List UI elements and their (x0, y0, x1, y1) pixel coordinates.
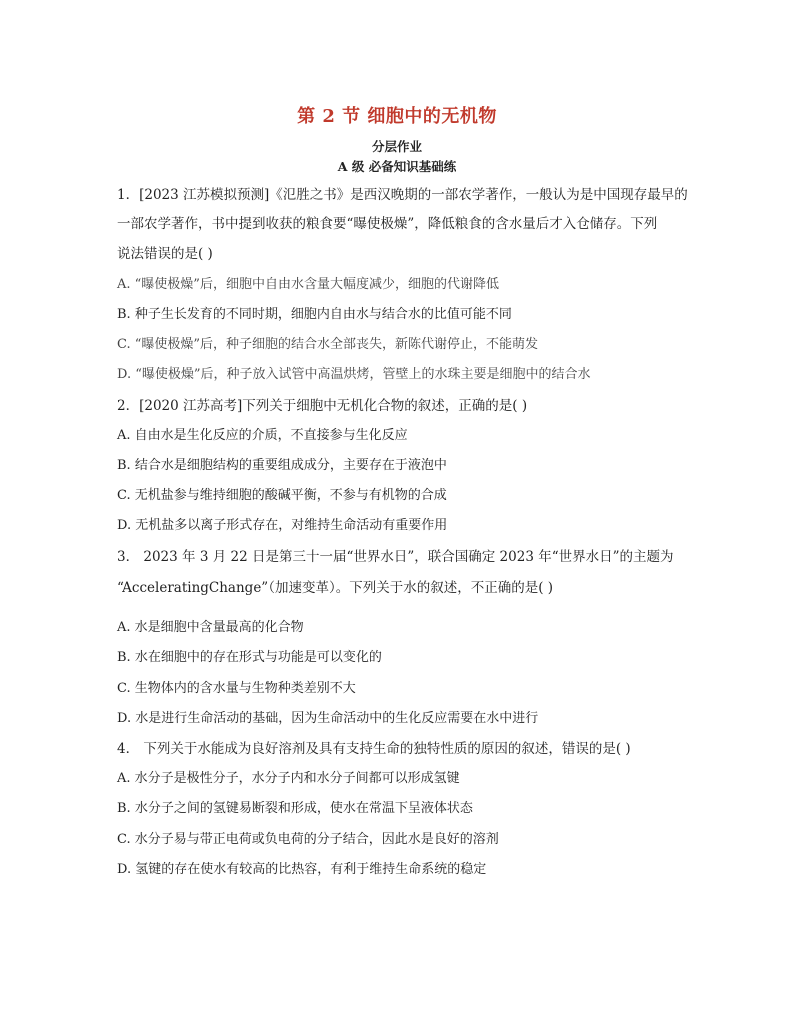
q4-option-d: D. 氢键的存在使水有较高的比热容，有利于维持生命系统的稳定 (117, 862, 487, 877)
q4-option-b: B. 水分子之间的氢键易断裂和形成，使水在常温下呈液体状态 (117, 801, 473, 816)
q1-stem-line-2: 一部农学著作，书中提到收获的粮食要“曝使极燥”，降低粮食的含水量后才入仓储存。下列 (117, 216, 658, 232)
q3-stem-line-1: 3． 2023 年 3 月 22 日是第三十一届“世界水日”，联合国确定 2023 年“世界水日”的主题为 (117, 549, 674, 565)
q3-stem-line-2: “AcceleratingChange”（加速变革）。下列关于水的叙述，不正确的是( ) (117, 580, 554, 596)
q3-option-a: A. 水是细胞中含量最高的化合物 (117, 620, 304, 635)
q4-option-a: A. 水分子是极性分子，水分子内和水分子间都可以形成氢键 (117, 771, 460, 786)
q1-stem-line-1: 1．[2023 江苏模拟预测]《氾胜之书》是西汉晚期的一部农学著作，一般认为是中国现存最早的 (117, 187, 688, 203)
q1-option-d: D. “曝使极燥”后，种子放入试管中高温烘烤，管壁上的水珠主要是细胞中的结合水 (117, 367, 591, 382)
q4-stem-line-1: 4． 下列关于水能成为良好溶剂及具有支持生命的独特性质的原因的叙述，错误的是( ) (117, 741, 631, 757)
section-heading: 分层作业 (371, 139, 422, 154)
page-title: 第 2 节 细胞中的无机物 (297, 106, 497, 127)
q2-stem-line-1: 2．[2020 江苏高考]下列关于细胞中无机化合物的叙述，正确的是( ) (117, 398, 528, 414)
q2-option-a: A. 自由水是生化反应的介质，不直接参与生化反应 (117, 428, 408, 443)
q1-stem-line-3: 说法错误的是( ) (117, 246, 213, 262)
q3-option-c: C. 生物体内的含水量与生物种类差别不大 (117, 681, 356, 696)
q3-option-d: D. 水是进行生命活动的基础，因为生命活动中的生化反应需要在水中进行 (117, 711, 539, 726)
q4-option-c: C. 水分子易与带正电荷或负电荷的分子结合，因此水是良好的溶剂 (117, 832, 499, 847)
q1-option-a: A. “曝使极燥”后，细胞中自由水含量大幅度减少，细胞的代谢降低 (117, 277, 499, 292)
q2-option-c: C. 无机盐参与维持细胞的酸碱平衡，不参与有机物的合成 (117, 488, 447, 503)
q1-option-b: B. 种子生长发育的不同时期，细胞内自由水与结合水的比值可能不同 (117, 307, 512, 322)
q2-option-b: B. 结合水是细胞结构的重要组成成分，主要存在于液泡中 (117, 458, 447, 473)
q2-option-d: D. 无机盐多以离子形式存在，对维持生命活动有重要作用 (117, 518, 448, 533)
q3-option-b: B. 水在细胞中的存在形式与功能是可以变化的 (117, 650, 382, 665)
level-heading: A 级 必备知识基础练 (337, 159, 457, 174)
q1-option-c: C. “曝使极燥”后，种子细胞的结合水全部丧失，新陈代谢停止，不能萌发 (117, 337, 539, 352)
